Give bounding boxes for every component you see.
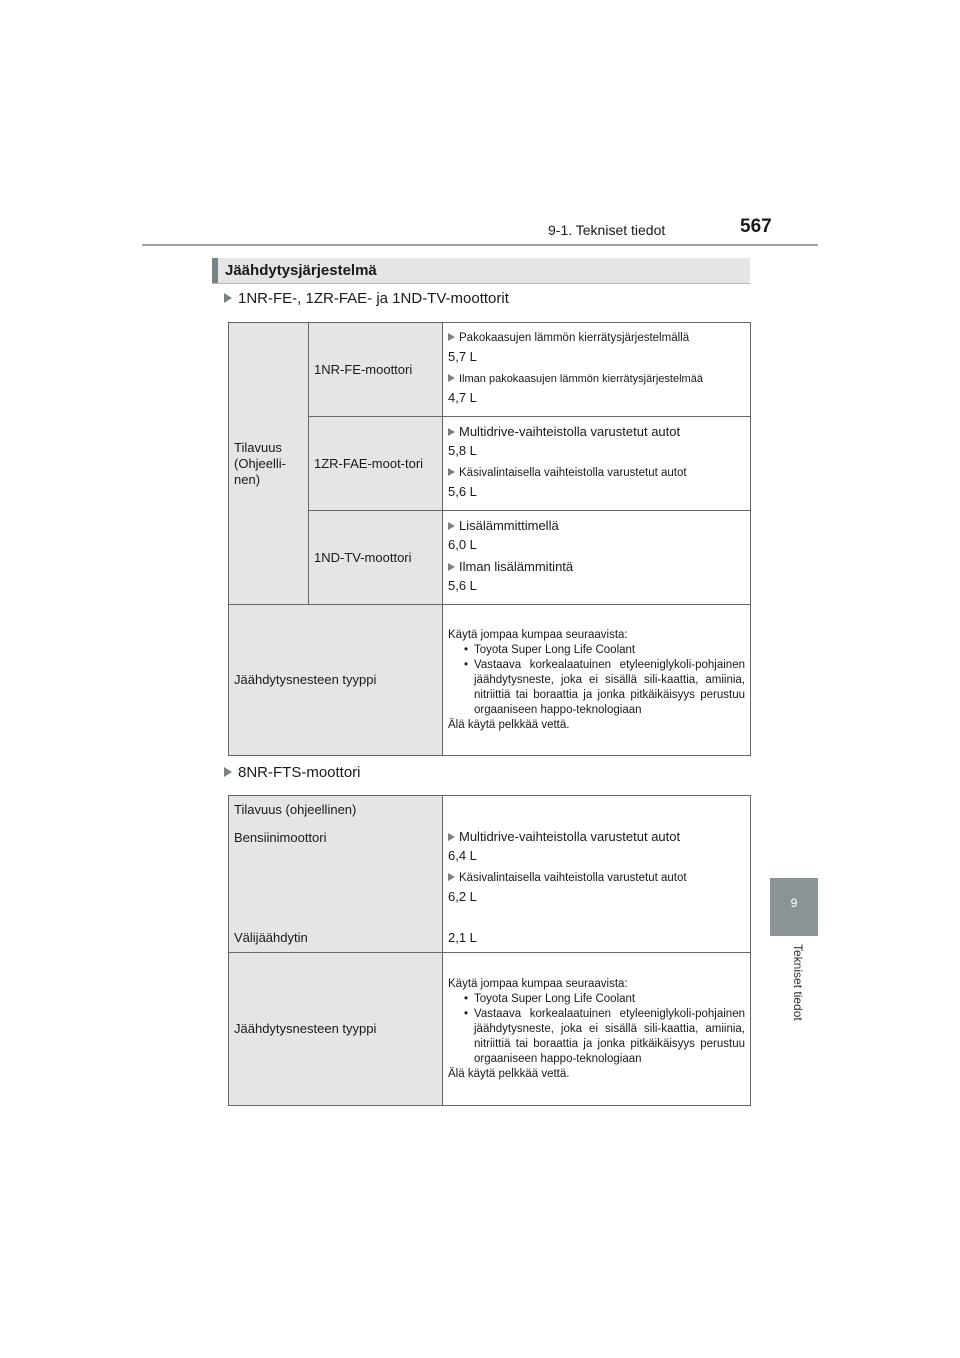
- page-number: 567: [740, 216, 772, 237]
- triangle-bullet-icon: [448, 873, 455, 881]
- fluid-type-description: Käytä jompaa kumpaa seuraavista: • Toyota Super Long Life Coolant • Vastaava korkealaatuinen etyleeniglykoli-pohjainen jäähdytysneste, joka ei sisällä sili-kaattia, amiinia, nitriittiä tai boraattia ja jonka pitkäikäisyys perustuu orgaaniseen happo-teknologiaan Älä käytä pelkkää vettä.: [443, 953, 751, 1106]
- triangle-bullet-icon: [448, 563, 455, 571]
- petrol-engine-label: Bensiinimoottori: [234, 830, 327, 845]
- chapter-tab: 9: [770, 878, 818, 936]
- triangle-bullet-icon: [448, 333, 455, 341]
- capacity-table-1: [228, 322, 751, 756]
- capacity-table-2: [228, 795, 751, 1106]
- fluid-type-description: Käytä jompaa kumpaa seuraavista: • Toyota Super Long Life Coolant • Vastaava korkealaatuinen etyleeniglykoli-pohjainen jäähdytysneste, joka ei sisällä sili-kaattia, amiinia, nitriittiä tai boraattia ja jonka pitkäikäisyys perustuu orgaaniseen happo-teknologiaan Älä käytä pelkkää vettä.: [443, 605, 751, 756]
- header-section-title: 9-1. Tekniset tiedot: [548, 222, 666, 238]
- list-item: • Vastaava korkealaatuinen etyleeniglykoli-pohjainen jäähdytysneste, joka ei sisällä sili-kaattia, amiinia, nitriittiä tai boraattia ja jonka pitkäikäisyys perustuu orgaaniseen happo-teknologiaan: [474, 658, 745, 718]
- triangle-bullet-icon: [448, 428, 455, 436]
- fluid-options-list: [448, 643, 745, 718]
- table1-subheading: 1NR-FE-, 1ZR-FAE- ja 1ND-TV-moottorit: [224, 290, 509, 307]
- fluid-type-label: Jäähdytysnesteen tyyppi: [229, 605, 443, 756]
- capacity-label: Tilavuus (ohjeellinen): [234, 802, 357, 817]
- intercooler-value: 2,1 L: [448, 930, 477, 945]
- triangle-bullet-icon: [448, 468, 455, 476]
- triangle-bullet-icon: [448, 833, 455, 841]
- triangle-bullet-icon: [448, 374, 455, 382]
- section-heading-accent: [212, 258, 218, 283]
- engine-name: 1ZR-FAE-moot-tori: [309, 417, 443, 511]
- engine-options: Pakokaasujen lämmön kierrätysjärjestelmällä 5,7 L Ilman pakokaasujen lämmön kierrätysjärjestelmää 4,7 L: [443, 323, 751, 417]
- list-item: • Toyota Super Long Life Coolant: [474, 643, 745, 658]
- header-divider: [142, 244, 818, 246]
- fluid-type-label: Jäähdytysnesteen tyyppi: [229, 953, 443, 1106]
- capacity-label: Tilavuus (Ohjeelli-nen): [229, 323, 309, 605]
- chapter-tab-label: Tekniset tiedot: [791, 944, 805, 1021]
- list-item: • Toyota Super Long Life Coolant: [474, 992, 745, 1007]
- section-title: Jäähdytysjärjestelmä: [225, 262, 377, 279]
- engine-options: Multidrive-vaihteistolla varustetut autot 5,8 L Käsivalintaisella vaihteistolla varustetut autot 5,6 L: [443, 417, 751, 511]
- capacity-labels: [229, 796, 443, 953]
- engine-options: Multidrive-vaihteistolla varustetut autot 6,4 L Käsivalintaisella vaihteistolla varustetut autot 6,2 L 2,1 L: [443, 796, 751, 953]
- list-item: • Vastaava korkealaatuinen etyleeniglykoli-pohjainen jäähdytysneste, joka ei sisällä sili-kaattia, amiinia, nitriittiä tai boraattia ja jonka pitkäikäisyys perustuu orgaaniseen happo-teknologiaan: [474, 1007, 745, 1067]
- section-heading: [212, 258, 750, 284]
- fluid-options-list: [448, 992, 745, 1067]
- engine-name: 1ND-TV-moottori: [309, 511, 443, 605]
- intercooler-label: Välijäähdytin: [234, 930, 308, 945]
- table2-subheading: 8NR-FTS-moottori: [224, 764, 361, 781]
- triangle-bullet-icon: [224, 767, 232, 777]
- triangle-bullet-icon: [448, 522, 455, 530]
- engine-name: 1NR-FE-moottori: [309, 323, 443, 417]
- triangle-bullet-icon: [224, 293, 232, 303]
- engine-options: Lisälämmittimellä 6,0 L Ilman lisälämmitintä 5,6 L: [443, 511, 751, 605]
